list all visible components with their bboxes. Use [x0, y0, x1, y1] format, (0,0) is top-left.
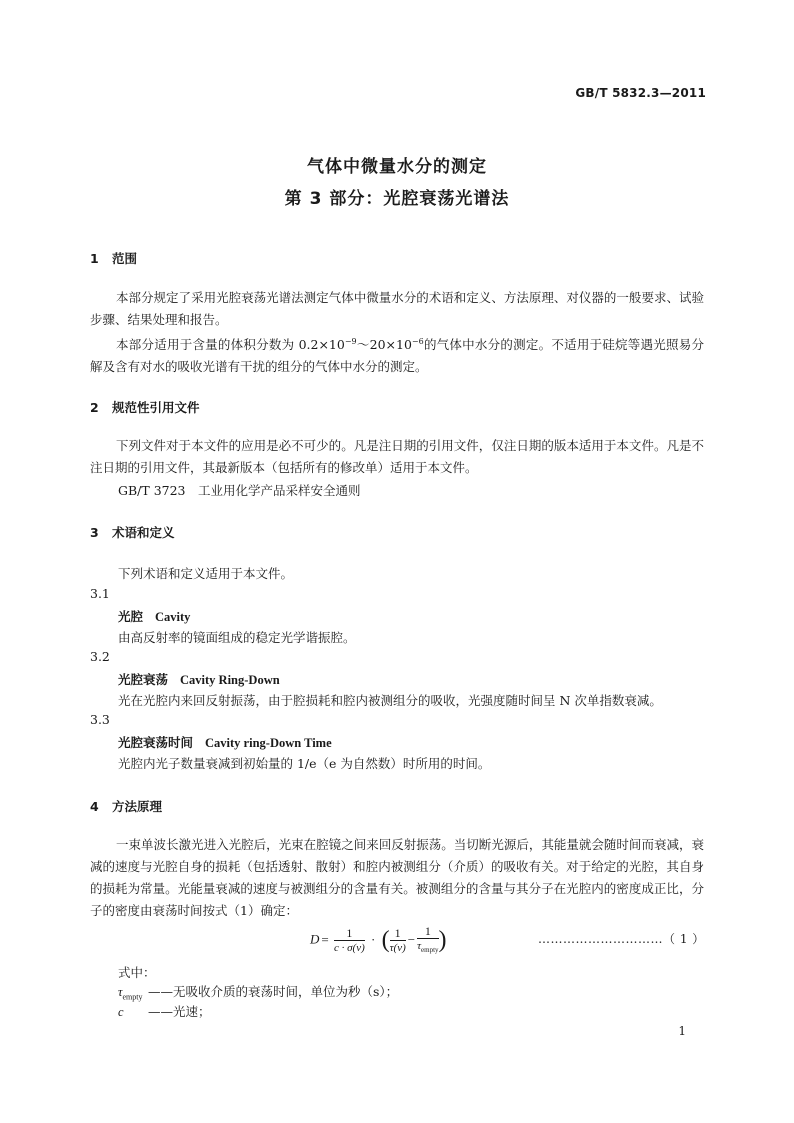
section-title: 术语和定义: [112, 525, 175, 540]
term-definition: 光在光腔内来回反射振荡，由于腔损耗和腔内被测组分的吸收，光强度随时间呈 N 次单指数衰减。: [118, 693, 662, 708]
term-definition: 光腔内光子数量衰减到初始量的 1/e（e 为自然数）时所用的时间。: [118, 756, 491, 771]
section-heading-terms: [90, 523, 175, 541]
scope-paragraph-2: 本部分适用于含量的体积分数为 $0.2\times 10^{-9}\sim 20\times 10^{-6}$的气体中水分的测定。不适用于硅烷等遇光照易分解及含有对水的吸收光谱有干扰的组分的气体中水分的测定。: [90, 337, 704, 375]
equation-1: D = $\frac{1}{c \cdot \sigma(\nu)}$ · ( $\frac{1}{\tau(\nu)}$ − $\frac{1}{\tau_{empty}}$ ): [310, 924, 447, 958]
term-number: 3.1: [90, 586, 110, 601]
document-subtitle: 第 3 部分：光腔衰荡光谱法: [284, 189, 510, 209]
section-number: 4: [90, 799, 99, 814]
section-title: 规范性引用文件: [112, 400, 200, 415]
section-number: 1: [90, 251, 99, 266]
section-heading-principle: [90, 797, 162, 815]
principle-paragraph: 一束单波长激光进入光腔后，光束在腔镜之间来回反射振荡。当切断光源后，其能量就会随时间而衰减，衰减的速度与光腔自身的损耗（包括透射、散射）和腔内被测组分（介质）的吸收有关。对于给定的光腔，其自身的损耗为常量。光能量衰减的速度与被测组分的含量有关。被测组分的含量与其分子在光腔内的密度成正比，分子的密度由衰荡时间按式（1）确定：: [90, 837, 704, 918]
equation-number: …………………………（ 1 ）: [538, 932, 705, 946]
term-number: 3.2: [90, 649, 110, 664]
section-number: 3: [90, 525, 99, 540]
document-title: 气体中微量水分的测定: [307, 157, 487, 177]
section-heading-normative-references: [90, 398, 200, 416]
scope-paragraph-1: 本部分规定了采用光腔衰荡光谱法测定气体中微量水分的术语和定义、方法原理、对仪器的一般要求、试验步骤、结果处理和报告。: [90, 290, 704, 327]
where-item: c ——光速；: [118, 1004, 211, 1019]
term-cavity-ring-down: 光腔衰荡 Cavity Ring-Down: [118, 672, 280, 687]
page-number: 1: [678, 1024, 686, 1038]
section-number: 2: [90, 400, 99, 415]
where-item: $\tau_{empty}$ ——无吸收介质的衰荡时间，单位为秒（s）；: [118, 984, 399, 1002]
section-title: 范围: [112, 251, 138, 266]
term-cavity: 光腔 Cavity: [118, 609, 191, 624]
section-heading-scope: [90, 249, 137, 267]
term-definition: 由高反射率的镜面组成的稳定光学谐振腔。: [118, 630, 356, 645]
section-title: 方法原理: [112, 799, 163, 814]
where-label: 式中：: [118, 965, 156, 980]
reference-item: GB/T 3723 工业用化学产品采样安全通则: [118, 483, 361, 498]
references-paragraph: 下列文件对于本文件的应用是必不可少的。凡是注日期的引用文件，仅注日期的版本适用于本文件。凡是不注日期的引用文件，其最新版本（包括所有的修改单）适用于本文件。: [90, 438, 704, 475]
fraction: $\frac{1}{\tau(\nu)}$: [389, 926, 406, 955]
fraction: $\frac{1}{c \cdot \sigma(\nu)}$: [333, 926, 365, 955]
terms-intro: 下列术语和定义适用于本文件。: [118, 566, 294, 581]
term-ring-down-time: 光腔衰荡时间 Cavity ring-Down Time: [118, 735, 332, 750]
fraction: $\frac{1}{\tau_{empty}}$: [417, 924, 439, 955]
standard-number: GB/T 5832.3—2011: [575, 86, 706, 100]
term-number: 3.3: [90, 712, 110, 727]
